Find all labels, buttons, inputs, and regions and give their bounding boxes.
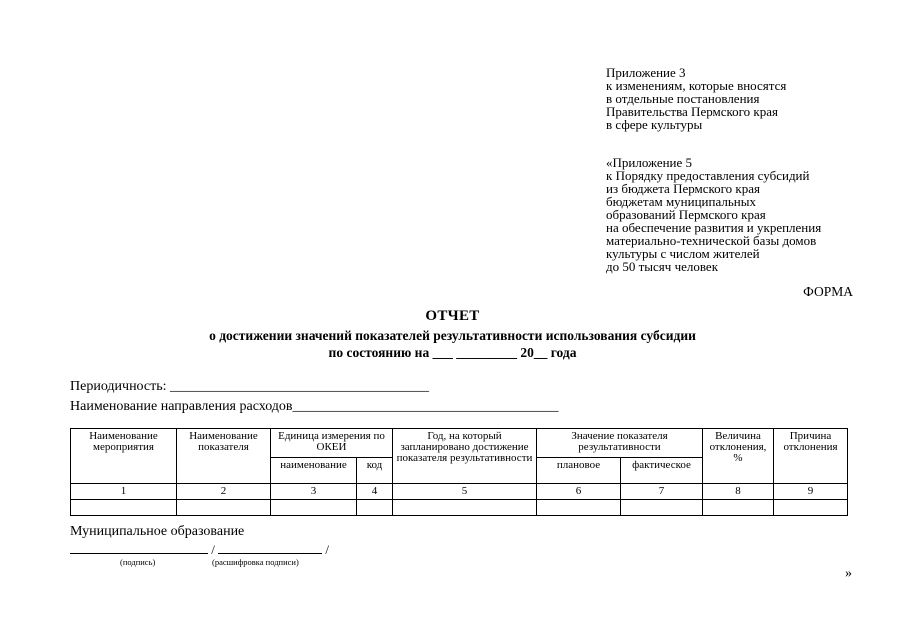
header-event-name: Наименование мероприятия xyxy=(71,429,177,484)
column-number: 3 xyxy=(271,484,357,500)
appendix-3-line: Приложение 3 xyxy=(606,65,686,80)
appendix-5-line: материально-технической базы домов xyxy=(606,233,817,248)
appendix-5-line: из бюджета Пермского края xyxy=(606,181,761,196)
closing-quote: » xyxy=(845,566,852,581)
periodicity-field[interactable]: Периодичность: _____________________________________ xyxy=(70,379,430,394)
table-cell[interactable] xyxy=(774,500,848,516)
header-deviation-reason: Причина отклонения xyxy=(774,429,848,484)
column-number: 7 xyxy=(621,484,703,500)
header-planned-year: Год, на который запланировано достижение показателя результативности xyxy=(393,429,537,484)
header-indicator-value: Значение показателя результативности xyxy=(537,429,703,458)
column-number-row xyxy=(71,484,848,500)
municipal-label: Муниципальное образование xyxy=(70,524,245,539)
column-number: 1 xyxy=(71,484,177,500)
document-title: ОТЧЕТ xyxy=(425,308,480,324)
appendix-5-line: к Порядку предоставления субсидий xyxy=(606,168,810,183)
signature-blank[interactable] xyxy=(70,540,208,554)
document-subtitle: о достижении значений показателей результативности использования субсидии xyxy=(209,328,696,343)
signature-caption: (подпись) xyxy=(120,557,156,567)
column-number: 9 xyxy=(774,484,848,500)
table-cell[interactable] xyxy=(71,500,177,516)
appendix-3-line: к изменениям, которые вносятся xyxy=(606,78,787,93)
table-row xyxy=(71,500,848,516)
signature-decode-caption: (расшифровка подписи) xyxy=(212,557,299,567)
appendix-5-line: «Приложение 5 xyxy=(606,155,693,170)
appendix-3-line: в сфере культуры xyxy=(606,117,703,132)
form-label: ФОРМА xyxy=(803,284,853,299)
header-deviation: Величина отклонения, % xyxy=(703,429,774,484)
header-unit-code: код xyxy=(357,458,393,484)
signature-line xyxy=(70,540,329,558)
table-cell[interactable] xyxy=(393,500,537,516)
report-table xyxy=(70,428,848,516)
expense-direction-field[interactable]: Наименование направления расходов______________________________________ xyxy=(70,399,559,414)
appendix-3-line: Правительства Пермского края xyxy=(606,104,778,119)
slash: / xyxy=(211,542,215,557)
table-cell[interactable] xyxy=(357,500,393,516)
appendix-3-block xyxy=(606,66,786,131)
table-cell[interactable] xyxy=(177,500,271,516)
appendix-3-line: в отдельные постановления xyxy=(606,91,760,106)
appendix-5-line: бюджетам муниципальных xyxy=(606,194,756,209)
signature-decode-blank[interactable] xyxy=(218,540,322,554)
appendix-5-block xyxy=(606,156,821,273)
header-unit-name: наименование xyxy=(271,458,357,484)
table-header-row xyxy=(71,429,848,458)
header-actual-value: фактическое xyxy=(621,458,703,484)
table-cell[interactable] xyxy=(537,500,621,516)
slash: / xyxy=(325,542,329,557)
column-number: 5 xyxy=(393,484,537,500)
column-number: 8 xyxy=(703,484,774,500)
header-okei-unit: Единица измерения по ОКЕИ xyxy=(271,429,393,458)
header-indicator-name: Наименование показателя xyxy=(177,429,271,484)
table-cell[interactable] xyxy=(271,500,357,516)
report-date-line: по состоянию на ___ _________ 20__ года xyxy=(328,345,577,360)
header-planned-value: плановое xyxy=(537,458,621,484)
table-cell[interactable] xyxy=(703,500,774,516)
column-number: 2 xyxy=(177,484,271,500)
appendix-5-line: на обеспечение развития и укрепления xyxy=(606,220,822,235)
table-cell[interactable] xyxy=(621,500,703,516)
appendix-5-line: культуры с числом жителей xyxy=(606,246,760,261)
column-number: 4 xyxy=(357,484,393,500)
appendix-5-line: до 50 тысяч человек xyxy=(606,259,719,274)
appendix-5-line: образований Пермского края xyxy=(606,207,766,222)
column-number: 6 xyxy=(537,484,621,500)
